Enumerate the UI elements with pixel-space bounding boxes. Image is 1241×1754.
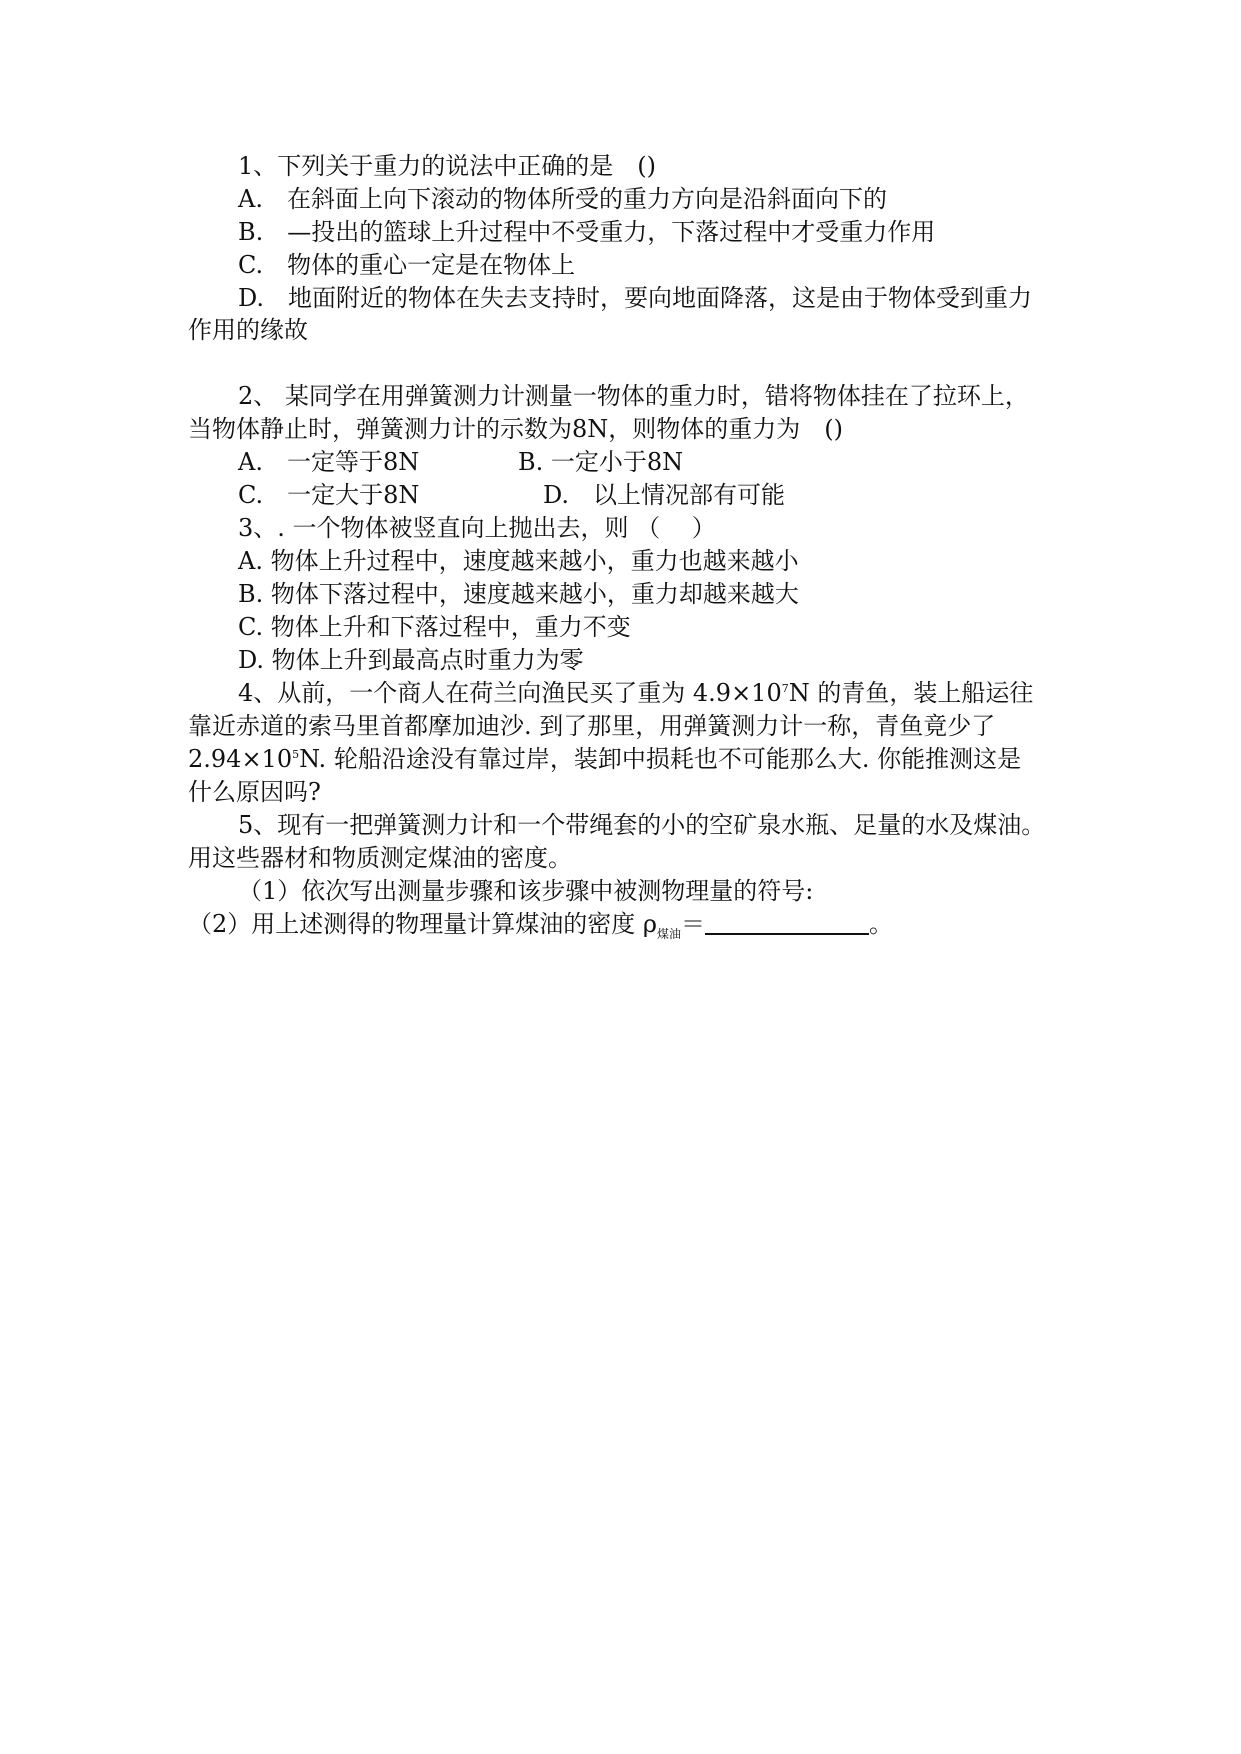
q2-stem-line1: 2、 某同学在用弹簧测力计测量一物体的重力时，错将物体挂在了拉环上， bbox=[238, 382, 1029, 410]
q5-subquestion-1: （1）依次写出测量步骤和该步骤中被测物理量的符号: bbox=[238, 877, 814, 905]
q5-sub2-pre: （2）用上述测得的物理量计算煤油的密度 ρ bbox=[188, 910, 658, 938]
q2-option-c: C. 一定大于8N bbox=[238, 481, 420, 509]
q1-option-a: A. 在斜面上向下滚动的物体所受的重力方向是沿斜面向下的 bbox=[238, 185, 887, 213]
q4-line2: 靠近赤道的索马里首都摩加迪沙. 到了那里，用弹簧测力计一称，青鱼竟少了 bbox=[188, 712, 996, 740]
q5-sub2-subscript: 煤油 bbox=[657, 927, 682, 941]
q5-sub2-equals: ＝ bbox=[681, 910, 706, 938]
q3-option-a: A. 物体上升过程中，速度越来越小，重力也越来越小 bbox=[238, 547, 799, 575]
q4-line3-post: N. 轮船沿途没有靠过岸，装卸中损耗也不可能那么大. 你能推测这是 bbox=[299, 745, 1022, 773]
answer-blank[interactable] bbox=[705, 913, 869, 935]
q2-option-a: A. 一定等于8N bbox=[238, 448, 420, 476]
q4-line1-pre: 4、从前，一个商人在荷兰向渔民买了重为 4.9×10 bbox=[238, 679, 782, 707]
q3-option-c: C. 物体上升和下落过程中，重力不变 bbox=[238, 613, 631, 641]
q1-option-c: C. 物体的重心一定是在物体上 bbox=[238, 251, 576, 279]
q5-line1: 5、现有一把弹簧测力计和一个带绳套的小的空矿泉水瓶、足量的水及煤油。 bbox=[238, 811, 1046, 839]
q3-stem: 3、. 一个物体被竖直向上抛出去，则 （ ） bbox=[238, 514, 716, 542]
q4-line1-post: N 的青鱼，装上船运往 bbox=[788, 679, 1034, 707]
q4-line3 bbox=[188, 743, 1021, 775]
q2-stem-line2: 当物体静止时，弹簧测力计的示数为8N，则物体的重力为 () bbox=[188, 415, 843, 443]
q1-option-d-line2: 作用的缘故 bbox=[188, 316, 308, 344]
q1-stem: 1、下列关于重力的说法中正确的是 () bbox=[238, 152, 656, 180]
q4-line3-exponent: 5 bbox=[292, 748, 300, 761]
q5-line2: 用这些器材和物质测定煤油的密度。 bbox=[188, 844, 572, 872]
q5-subquestion-2 bbox=[188, 908, 893, 940]
q2-option-d: D. 以上情况部有可能 bbox=[543, 481, 786, 509]
q1-option-b: B. —投出的篮球上升过程中不受重力，下落过程中才受重力作用 bbox=[238, 218, 936, 246]
q4-line1-exponent: 7 bbox=[781, 682, 789, 695]
q4-line4: 什么原因吗? bbox=[188, 778, 321, 806]
q4-line3-pre: 2.94×10 bbox=[188, 745, 293, 773]
q2-option-b: B. 一定小于8N bbox=[518, 448, 684, 476]
q1-option-d-line1: D. 地面附近的物体在失去支持时，要向地面降落，这是由于物体受到重力 bbox=[238, 284, 1033, 312]
q5-sub2-end: 。 bbox=[869, 910, 894, 938]
q4-line1 bbox=[238, 677, 1033, 709]
q3-option-d: D. 物体上升到最高点时重力为零 bbox=[238, 646, 584, 674]
q3-option-b: B. 物体下落过程中，速度越来越小，重力却越来越大 bbox=[238, 580, 799, 608]
